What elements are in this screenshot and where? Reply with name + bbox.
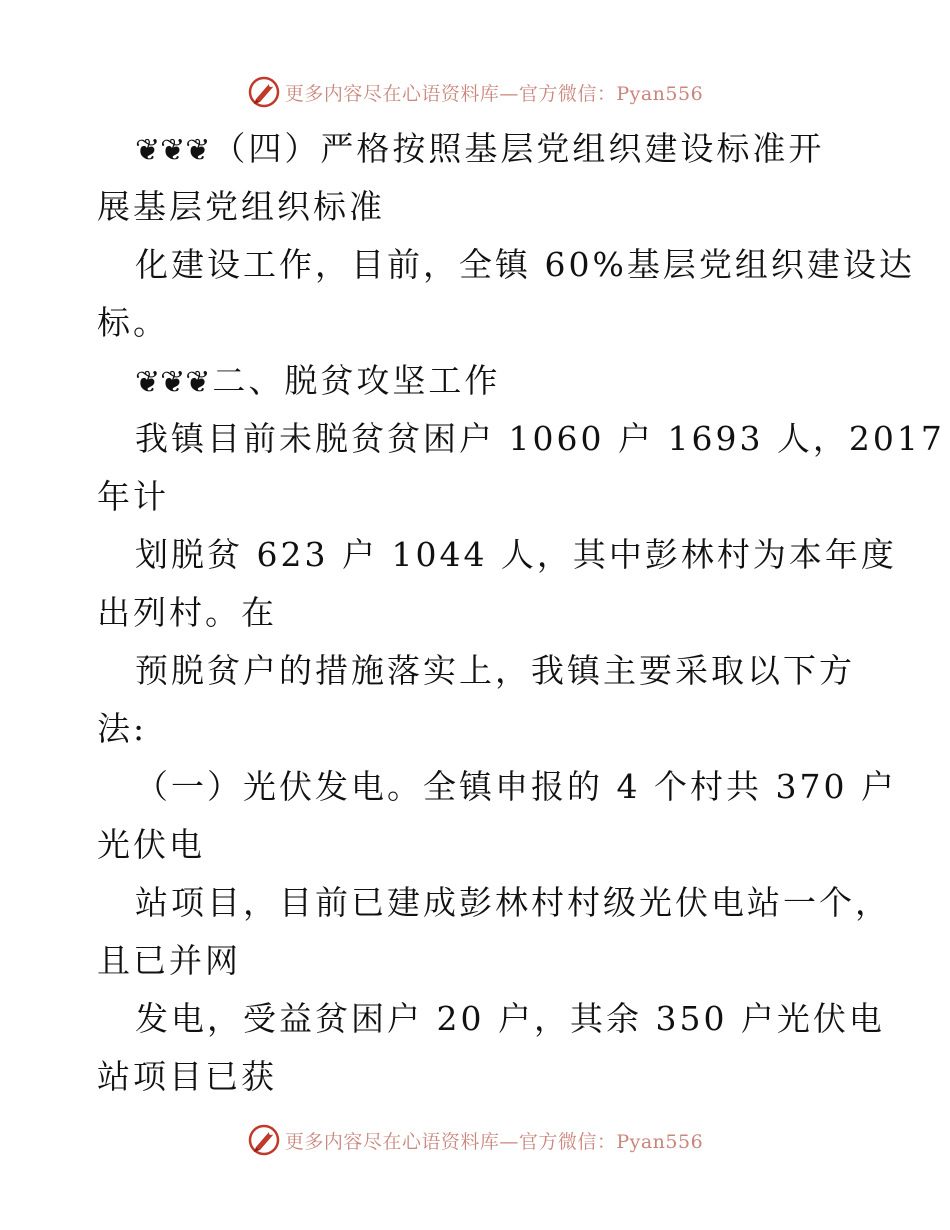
- text-line: 站项目，目前已建成彭林村村级光伏电站一个，: [135, 883, 891, 922]
- pen-seal-logo-icon: [247, 1123, 281, 1157]
- text-line: 我镇目前未脱贫贫困户 1060 户 1693 人，2017: [135, 419, 945, 458]
- text-line: 法:: [97, 709, 148, 748]
- header-watermark: [0, 72, 950, 112]
- watermark-text: 更多内容尽在心语资料库—官方微信：Pyan556: [284, 1130, 704, 1153]
- text-line: 年计: [97, 477, 169, 516]
- text-line: 化建设工作，目前，全镇 60%基层党组织建设达: [135, 245, 915, 284]
- section-heading: ❦❦❦二、脱贫攻坚工作: [135, 361, 501, 400]
- text-line: 光伏电: [97, 825, 205, 864]
- pen-seal-logo-icon: [247, 75, 281, 109]
- ornament-icon: ❦❦❦: [135, 365, 211, 400]
- text-line: 站项目已获: [97, 1057, 277, 1096]
- watermark-text: 更多内容尽在心语资料库—官方微信：Pyan556: [284, 82, 704, 105]
- text-line: 且已并网: [97, 941, 241, 980]
- text-line: 标。: [97, 303, 169, 342]
- text-line: 发电，受益贫困户 20 户，其余 350 户光伏电: [135, 999, 885, 1038]
- text-line: 划脱贫 623 户 1044 人，其中彭林村为本年度: [135, 535, 897, 574]
- footer-watermark: [0, 1120, 950, 1160]
- ornament-icon: ❦❦❦: [135, 133, 211, 168]
- text-line: 出列村。在: [97, 593, 277, 632]
- text-line: 展基层党组织标准: [97, 187, 385, 226]
- text-line: ❦❦❦（四）严格按照基层党组织建设标准开: [135, 129, 825, 168]
- text-line: （一）光伏发电。全镇申报的 4 个村共 370 户: [135, 767, 897, 806]
- document-body: [97, 120, 945, 1106]
- text-line: 预脱贫户的措施落实上，我镇主要采取以下方: [135, 651, 855, 690]
